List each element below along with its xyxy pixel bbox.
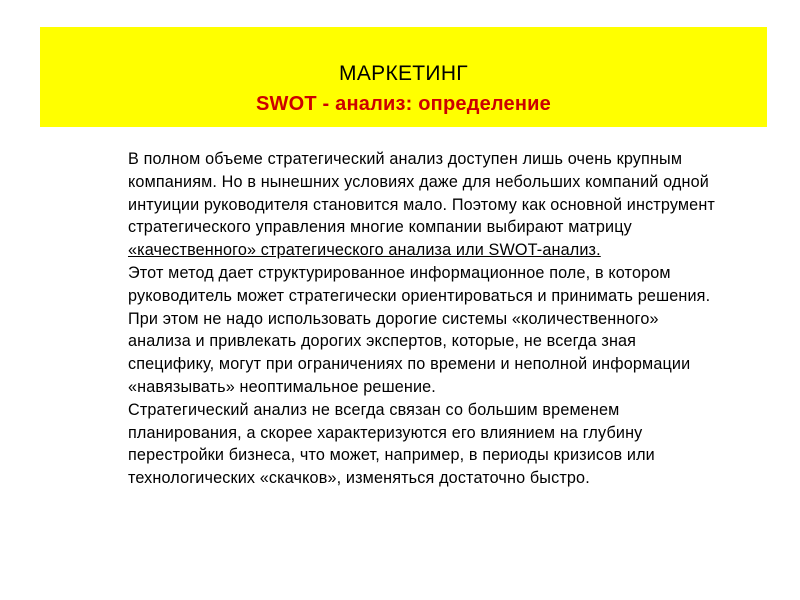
paragraph-2: Этот метод дает структурированное информационное поле, в котором руководитель может стратегически ориентироваться и принимать решения. При этом не надо использовать дорогие системы «количественного» анализа и привлекать дорогих экспертов, которые, не всегда зная специфику, могут при ограничениях по времени и неполной информации «навязывать» неоптимальное решение. — [128, 263, 711, 396]
slide-subtitle: SWOT - анализ: определение — [256, 93, 551, 115]
slide-title: МАРКЕТИНГ — [339, 62, 468, 85]
paragraph-1 — [79, 148, 719, 262]
swot-link[interactable]: «качественного» стратегического анализа или SWOT-анализ. — [128, 241, 601, 260]
paragraph-1-text: В полном объеме стратегический анализ доступен лишь очень крупным компаниям. Но в нынешних условиях даже для небольших компаний одной интуиции руководителя становится мало. Поэтому как основной инструмент стратегического управления многие компании выбирают матрицу — [128, 150, 715, 237]
title-banner — [40, 27, 767, 127]
paragraph-3: Стратегический анализ не всегда связан со большим временем планирования, а скорее характеризуются его влиянием на глубину перестройки бизнеса, что может, например, в периоды кризисов или технологических «скачков», изменяться достаточно быстро. — [128, 400, 655, 488]
body-text — [79, 148, 719, 490]
